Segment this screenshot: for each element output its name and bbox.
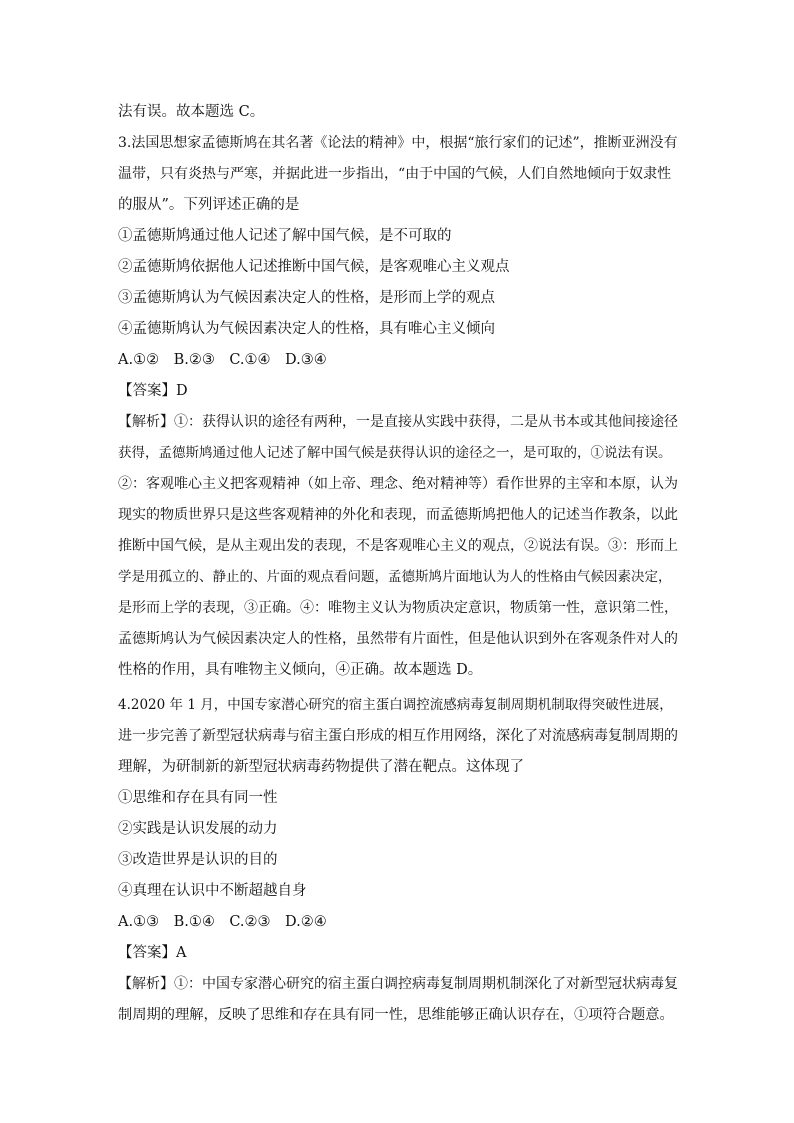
question-3-stem: 温带，只有炎热与严寒，并据此进一步指出，“由于中国的气候，人们自然地倾向于奴隶性 bbox=[118, 166, 672, 182]
question-3-analysis: 孟德斯鸠认为气候因素决定人的性格，虽然带有片面性，但是他认识到外在客观条件对人的 bbox=[118, 631, 678, 647]
question-3-analysis: 【解析】①：获得认识的途径有两种，一是直接从实践中获得，二是从书本或其他间接途径 bbox=[118, 414, 678, 430]
question-3-stem: 的服从”。下列评述正确的是 bbox=[118, 197, 300, 213]
question-4-analysis: 制周期的理解，反映了思维和存在具有同一性，思维能够正确认识存在，①项符合题意。 bbox=[118, 1007, 674, 1023]
question-3-analysis: 是形而上学的表现，③正确。④：唯物主义认为物质决定意识，物质第一性，意识第二性， bbox=[118, 600, 678, 616]
question-4-stem: 理解，为研制新的新型冠状病毒药物提供了潜在靶点。这体现了 bbox=[118, 759, 524, 775]
question-4-stem: 4.2020 年 1 月，中国专家潜心研究的宿主蛋白调控流感病毒复制周期机制取得突破性进展， bbox=[118, 697, 673, 713]
question-4-stem: 进一步完善了新型冠状病毒与宿主蛋白形成的相互作用网络，深化了对流感病毒复制周期的 bbox=[118, 728, 678, 744]
question-4-statement-4: ④真理在认识中不断超越自身 bbox=[118, 883, 307, 899]
question-3-analysis: ②：客观唯心主义把客观精神（如上帝、理念、绝对精神等）看作世界的主宰和本原，认为 bbox=[118, 476, 678, 492]
question-4-options: A.①③ B.①④ C.②③ D.②④ bbox=[118, 914, 327, 930]
question-4-answer: 【答案】A bbox=[118, 945, 187, 961]
question-4-statement-1: ①思维和存在具有同一性 bbox=[118, 790, 278, 806]
question-3-analysis: 性格的作用，具有唯物主义倾向，④正确。故本题选 D。 bbox=[118, 662, 483, 678]
question-4-statement-3: ③改造世界是认识的目的 bbox=[118, 852, 278, 868]
question-3-analysis: 现实的物质世界只是这些客观精神的外化和表现，而孟德斯鸠把他人的记述当作教条，以此 bbox=[118, 507, 678, 523]
question-3-statement-1: ①孟德斯鸠通过他人记述了解中国气候，是不可取的 bbox=[118, 228, 452, 244]
question-3-stem: 3.法国思想家孟德斯鸠在其名著《论法的精神》中，根据“旅行家们的记述”，推断亚洲没有 bbox=[118, 135, 678, 151]
question-4-statement-2: ②实践是认识发展的动力 bbox=[118, 821, 278, 837]
question-4-analysis: 【解析】①：中国专家潜心研究的宿主蛋白调控病毒复制周期机制深化了对新型冠状病毒复 bbox=[118, 976, 678, 992]
question-3-analysis: 获得，孟德斯鸠通过他人记述了解中国气候是获得认识的途径之一，是可取的，①说法有误。 bbox=[118, 445, 672, 461]
question-3-statement-3: ③孟德斯鸠认为气候因素决定人的性格，是形而上学的观点 bbox=[118, 290, 495, 306]
question-3-analysis: 学是用孤立的、静止的、片面的观点看问题，孟德斯鸠片面地认为人的性格由气候因素决定， bbox=[118, 569, 672, 585]
question-3-analysis: 推断中国气候，是从主观出发的表现，不是客观唯心主义的观点，②说法有误。③：形而上 bbox=[118, 538, 678, 554]
question-3-answer: 【答案】D bbox=[118, 383, 188, 399]
text-line: 法有误。故本题选 C。 bbox=[118, 104, 265, 120]
question-3-options: A.①② B.②③ C.①④ D.③④ bbox=[118, 352, 327, 368]
question-3-statement-4: ④孟德斯鸠认为气候因素决定人的性格，具有唯心主义倾向 bbox=[118, 321, 495, 337]
question-3-statement-2: ②孟德斯鸠依据他人记述推断中国气候，是客观唯心主义观点 bbox=[118, 259, 510, 275]
